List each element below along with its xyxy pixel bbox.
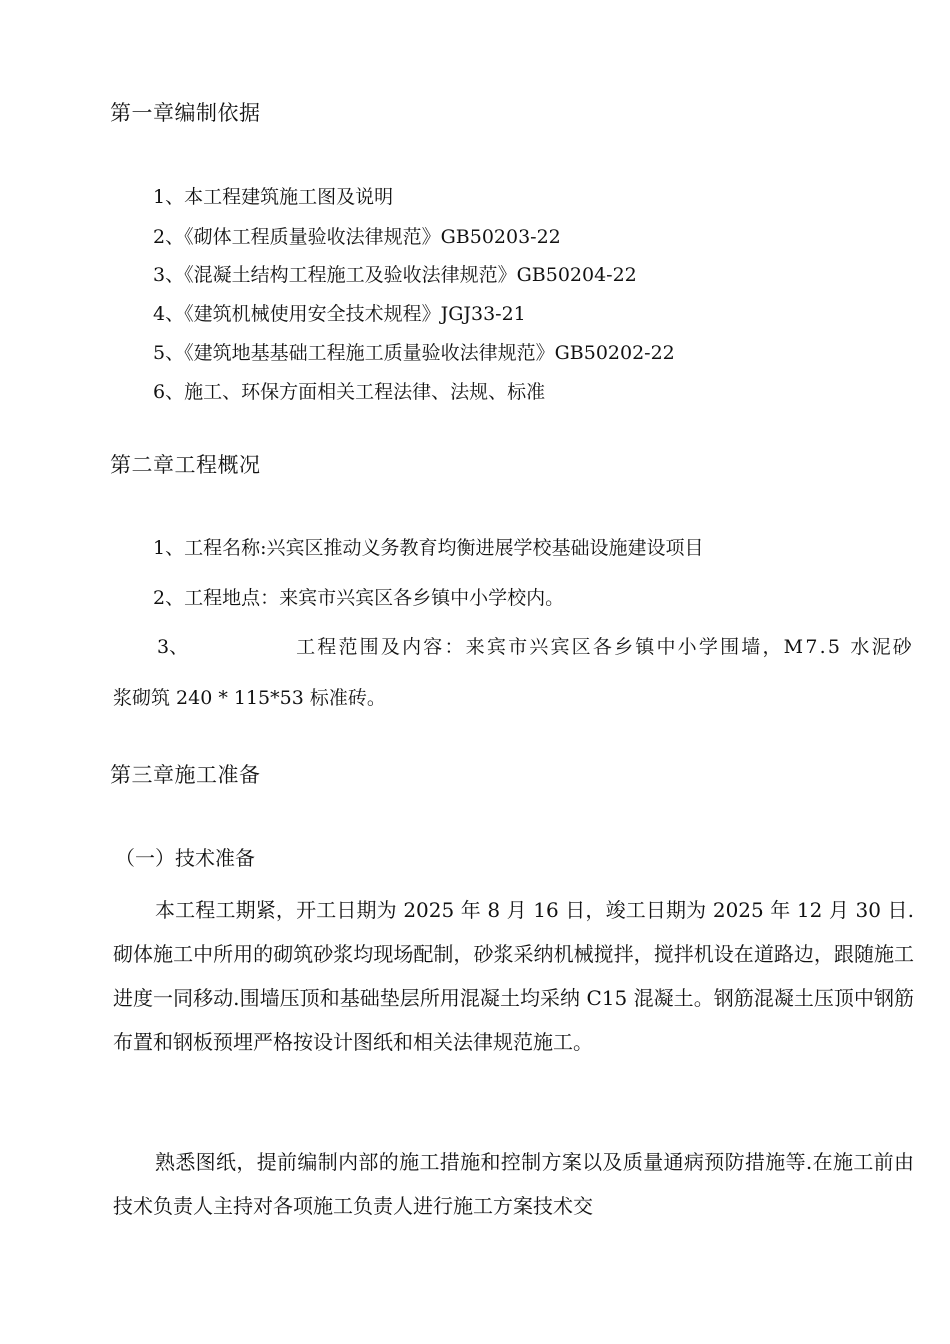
chapter1-item-1: 1、本工程建筑施工图及说明 (153, 186, 394, 208)
paragraph-2-text: 熟悉图纸，提前编制内部的施工措施和控制方案以及质量通病预防措施等.在施工前由技术负责人主持对各项施工负责人进行施工方案技术交 (113, 1150, 914, 1218)
chapter1-item-4: 4、《建筑机械使用安全技术规程》JGJ33-21 (153, 303, 526, 325)
chapter1-item-5: 5、《建筑地基基础工程施工质量验收法律规范》GB50202-22 (153, 342, 675, 364)
chapter1-heading: 第一章编制依据 (110, 101, 261, 125)
chapter2-item-1: 1、工程名称:兴宾区推动义务教育均衡进展学校基础设施建设项目 (153, 537, 704, 559)
chapter1-item-3: 3、《混凝土结构工程施工及验收法律规范》GB50204-22 (153, 264, 637, 286)
technical-preparation-subheading: （一）技术准备 (115, 846, 255, 870)
chapter2-heading: 第二章工程概况 (110, 453, 261, 477)
chapter2-item-2: 2、工程地点：来宾市兴宾区各乡镇中小学校内。 (153, 587, 565, 609)
scope-text-line-2: 浆砌筑 240 * 115*53 标准砖。 (113, 687, 386, 709)
paragraph-1 (113, 888, 914, 1064)
chapter1-item-6: 6、施工、环保方面相关工程法律、法规、标准 (153, 381, 546, 403)
paragraph-1-text: 本工程工期紧，开工日期为 2025 年 8 月 16 日，竣工日期为 2025 年 12 月 30 日.砌体施工中所用的砌筑砂浆均现场配制，砂浆采纳机械搅拌，搅拌机设在道路边，跟随施工进度一同移动.围墙压顶和基础垫层所用混凝土均采纳 C15 混凝土。钢筋混凝土压顶中钢筋布置和钢板预埋严格按设计图纸和相关法律规范施工。 (113, 898, 914, 1054)
scope-line-1 (113, 622, 914, 673)
chapter1-item-2: 2、《砌体工程质量验收法律规范》GB50203-22 (153, 226, 561, 248)
paragraph-2 (113, 1140, 914, 1228)
chapter3-heading: 第三章施工准备 (110, 763, 261, 787)
scope-number: 3、 (157, 636, 189, 658)
scope-text-line-1: 工程范围及内容：来宾市兴宾区各乡镇中小学围墙，M7.5 水泥砂 (296, 636, 914, 658)
chapter2-scope (113, 622, 914, 724)
